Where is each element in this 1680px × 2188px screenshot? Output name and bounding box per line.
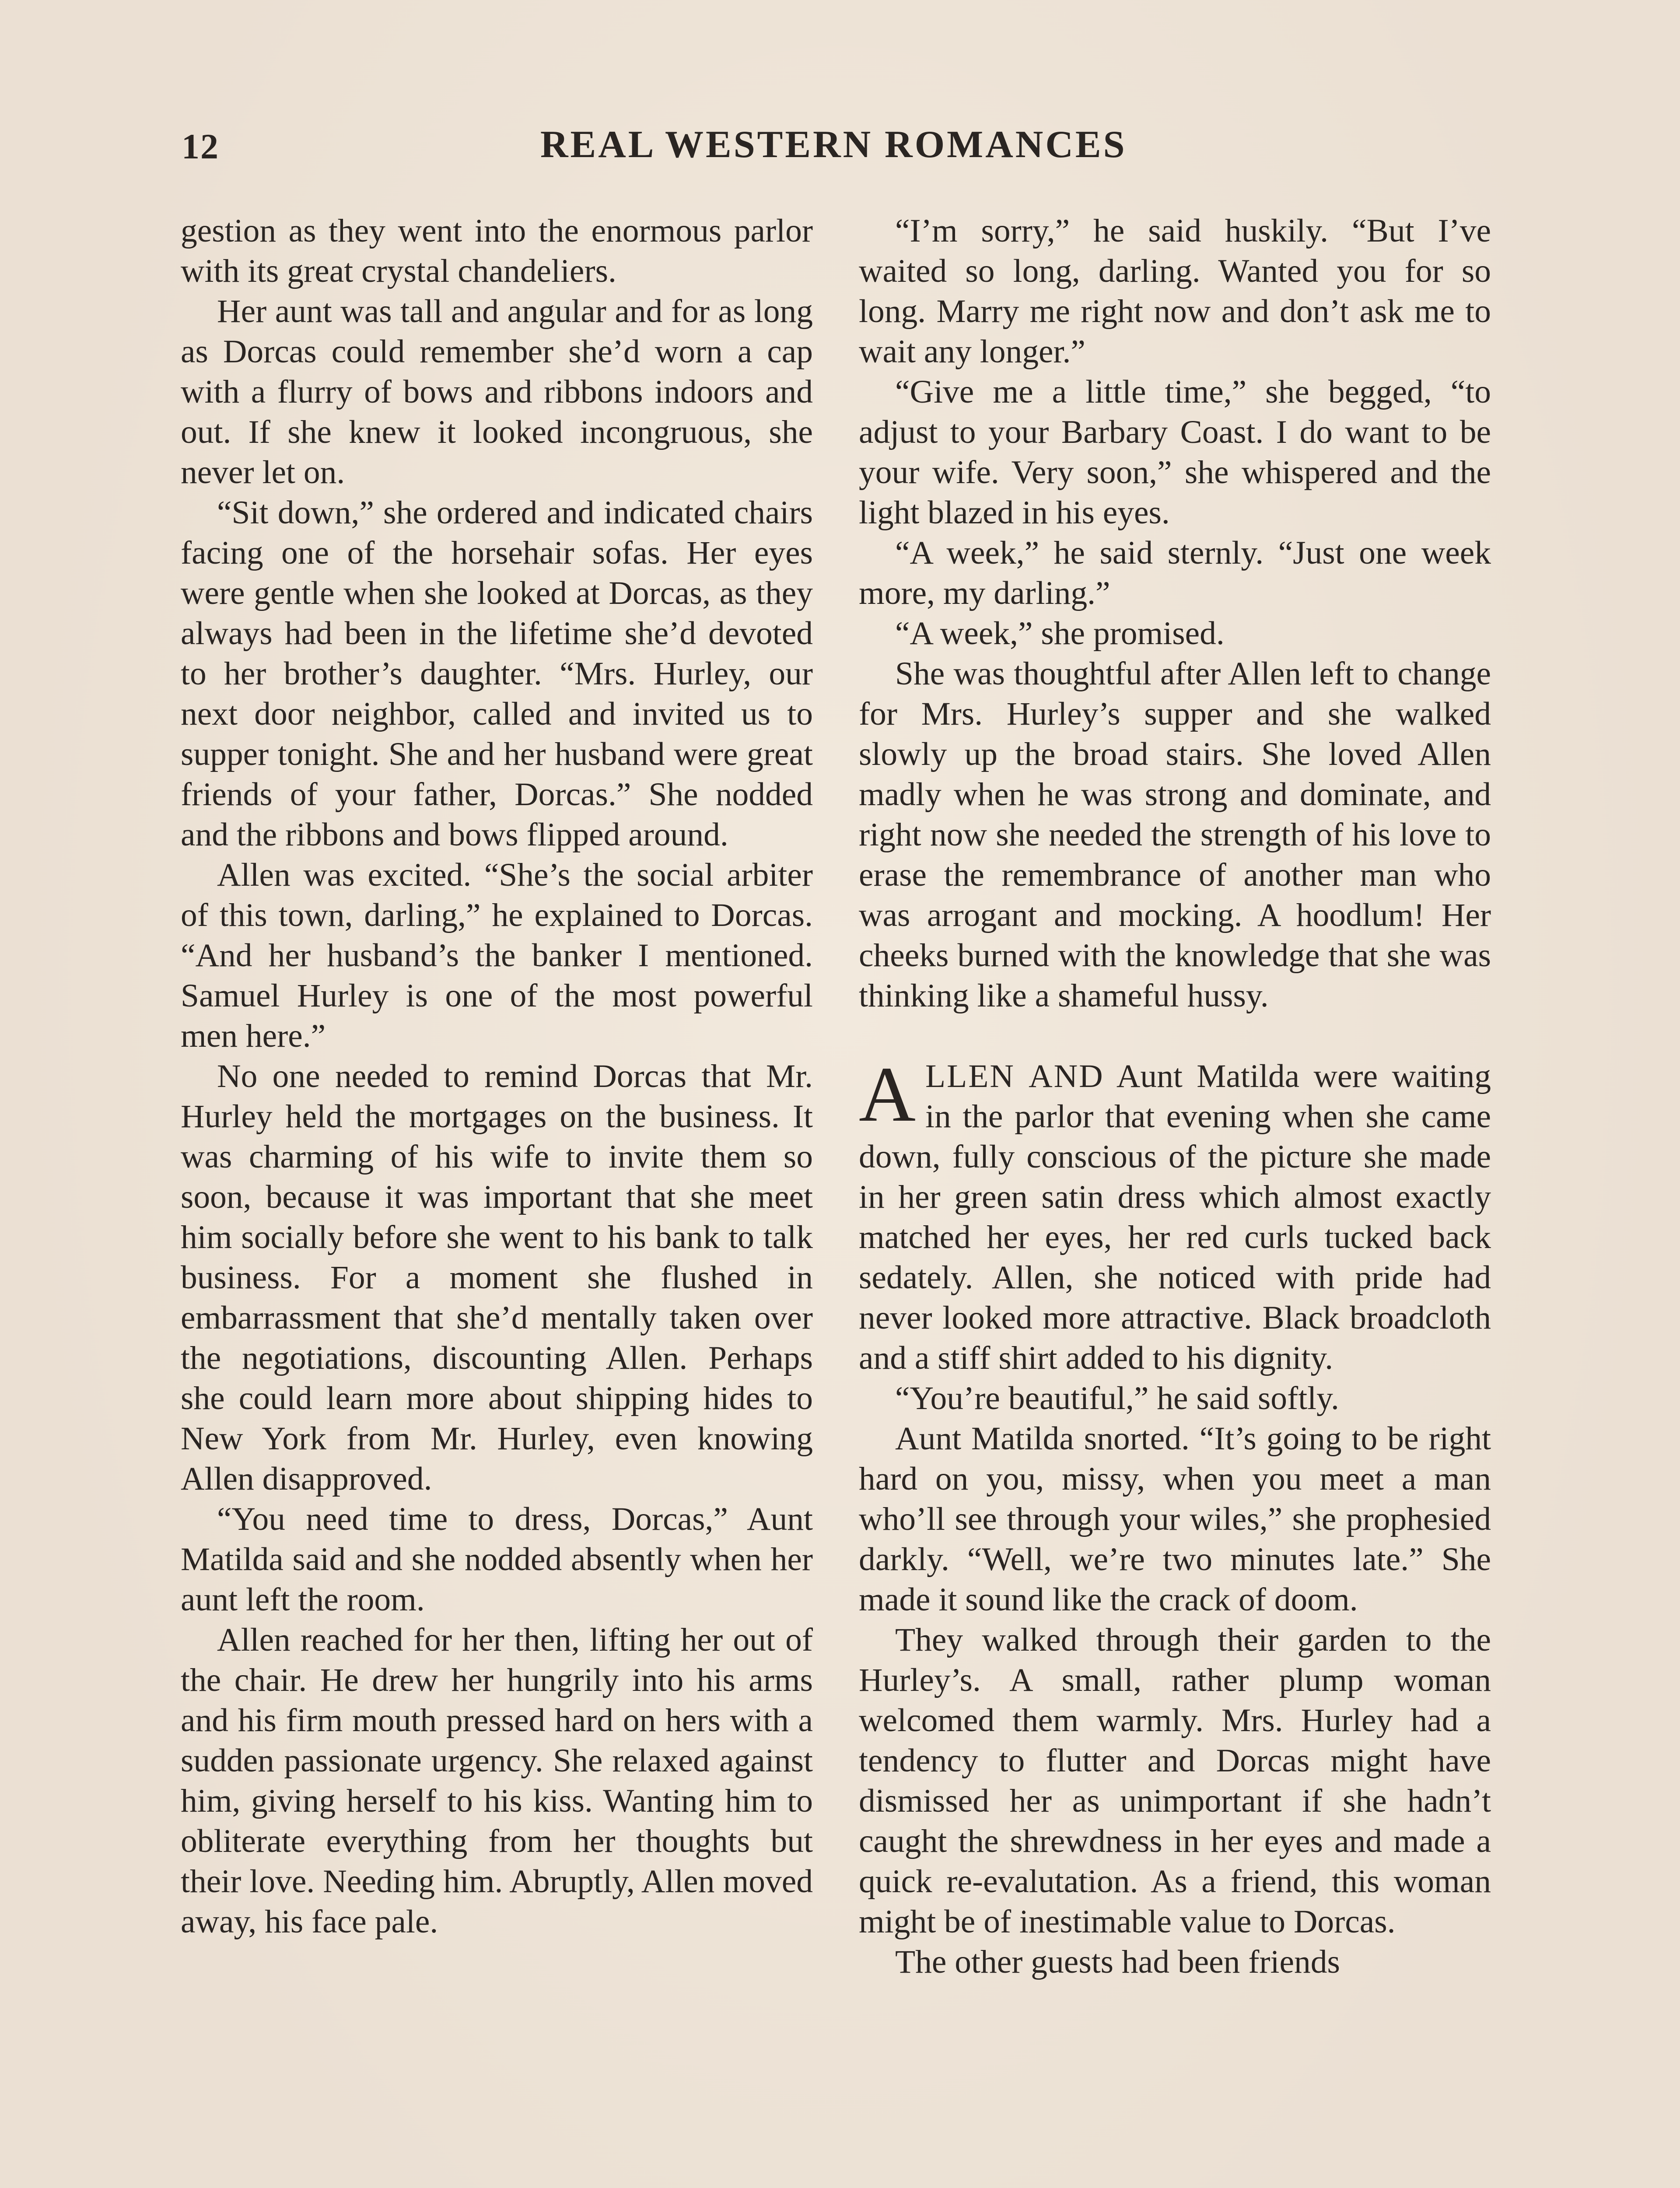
paragraph: Allen was excited. “She’s the social arbiter of this town, darling,” he explained to Dorcas. “And her husband’s the banker I mentioned. Samuel Hurley is one of the most powerful men here.”	[181, 857, 813, 1054]
paragraph: “Sit down,” she ordered and indicated chairs facing one of the horsehair sofas. Her eyes were gentle when she looked at Dorcas, as they always had been in the lifetime she’d devoted to her brother’s daughter. “Mrs. Hurley, our next door neighbor, called and invited us to supper tonight. She and her husband were great friends of your father, Dorcas.” She nodded and the ribbons and bows flipped around.	[181, 494, 813, 853]
paragraph: “A week,” she promised.	[895, 615, 1225, 652]
section-break	[859, 1016, 1491, 1056]
paragraph: “I’m sorry,” he said huskily. “But I’ve waited so long, darling. Wanted you for so long. Marry me right now and don’t ask me to wait any longer.”	[859, 213, 1491, 370]
drop-cap: A	[859, 1051, 916, 1138]
paragraph: gestion as they went into the enormous parlor with its great crystal chandeliers.	[181, 213, 813, 289]
section-opening-text: Aunt Matilda were waiting in the parlor that evening when she came down, fully conscious of the picture she made in her green satin dress which almost exactly matched her eyes, her red curls tucked back sedately. Allen, she noticed with pride had never looked more attractive. Black broadcloth and a stiff shirt added to his dignity.	[859, 1058, 1491, 1376]
paragraph: Her aunt was tall and angular and for as long as Dorcas could remember she’d worn a cap with a flurry of bows and ribbons indoors and out. If she knew it looked incongruous, she never let on.	[181, 293, 813, 491]
paragraph: “Give me a little time,” she begged, “to adjust to your Barbary Coast. I do want to be your wife. Very soon,” she whispered and the light blazed in his eyes.	[859, 374, 1491, 531]
paragraph: “You’re beautiful,” he said softly.	[895, 1380, 1339, 1417]
running-title: REAL WESTERN ROMANCES	[540, 123, 1127, 166]
page-number: 12	[182, 126, 219, 166]
paragraph: “A week,” he said sternly. “Just one week more, my darling.”	[859, 535, 1491, 611]
left-column	[181, 211, 813, 1942]
right-column	[859, 211, 1491, 1982]
section-opening-paragraph	[859, 1051, 1491, 1378]
page-header	[182, 118, 1494, 179]
paragraph: They walked through their garden to the Hurley’s. A small, rather plump woman welcomed them warmly. Mrs. Hurley had a tendency to flutter and Dorcas might have dismissed her as unimportant if she hadn’t caught the shrewdness in her eyes and made a quick re-evalutation. As a friend, this woman might be of inestimable value to Dorcas.	[859, 1622, 1491, 1940]
paragraph: The other guests had been friends	[895, 1944, 1340, 1980]
paragraph: Allen reached for her then, lifting her out of the chair. He drew her hungrily into his arms and his firm mouth pressed hard on hers with a sudden passionate urgency. She relaxed against him, giving herself to his kiss. Wanting him to obliterate everything from her thoughts but their love. Needing him. Abruptly, Allen moved away, his face pale.	[181, 1622, 813, 1940]
paragraph: Aunt Matilda snorted. “It’s going to be right hard on you, missy, when you meet a man who’ll see through your wiles,” she prophesied darkly. “Well, we’re two minutes late.” She made it sound like the crack of doom.	[859, 1420, 1491, 1618]
paragraph: “You need time to dress, Dorcas,” Aunt Matilda said and she nodded absently when her aunt left the room.	[181, 1501, 813, 1618]
small-caps-lead: LLEN AND	[925, 1058, 1104, 1094]
paragraph: She was thoughtful after Allen left to change for Mrs. Hurley’s supper and she walked slowly up the broad stairs. She loved Allen madly when he was strong and dominate, and right now she needed the strength of his love to erase the remembrance of another man who was arrogant and mocking. A hoodlum! Her cheeks burned with the knowledge that she was thinking like a shameful hussy.	[859, 656, 1491, 1014]
paragraph: No one needed to remind Dorcas that Mr. Hurley held the mortgages on the business. It was charming of his wife to invite them so soon, because it was important that she meet him socially before she went to his bank to talk business. For a moment she flushed in embarrassment that she’d mentally taken over the negotiations, discounting Allen. Perhaps she could learn more about shipping hides to New York from Mr. Hurley, even knowing Allen disapproved.	[181, 1058, 813, 1497]
